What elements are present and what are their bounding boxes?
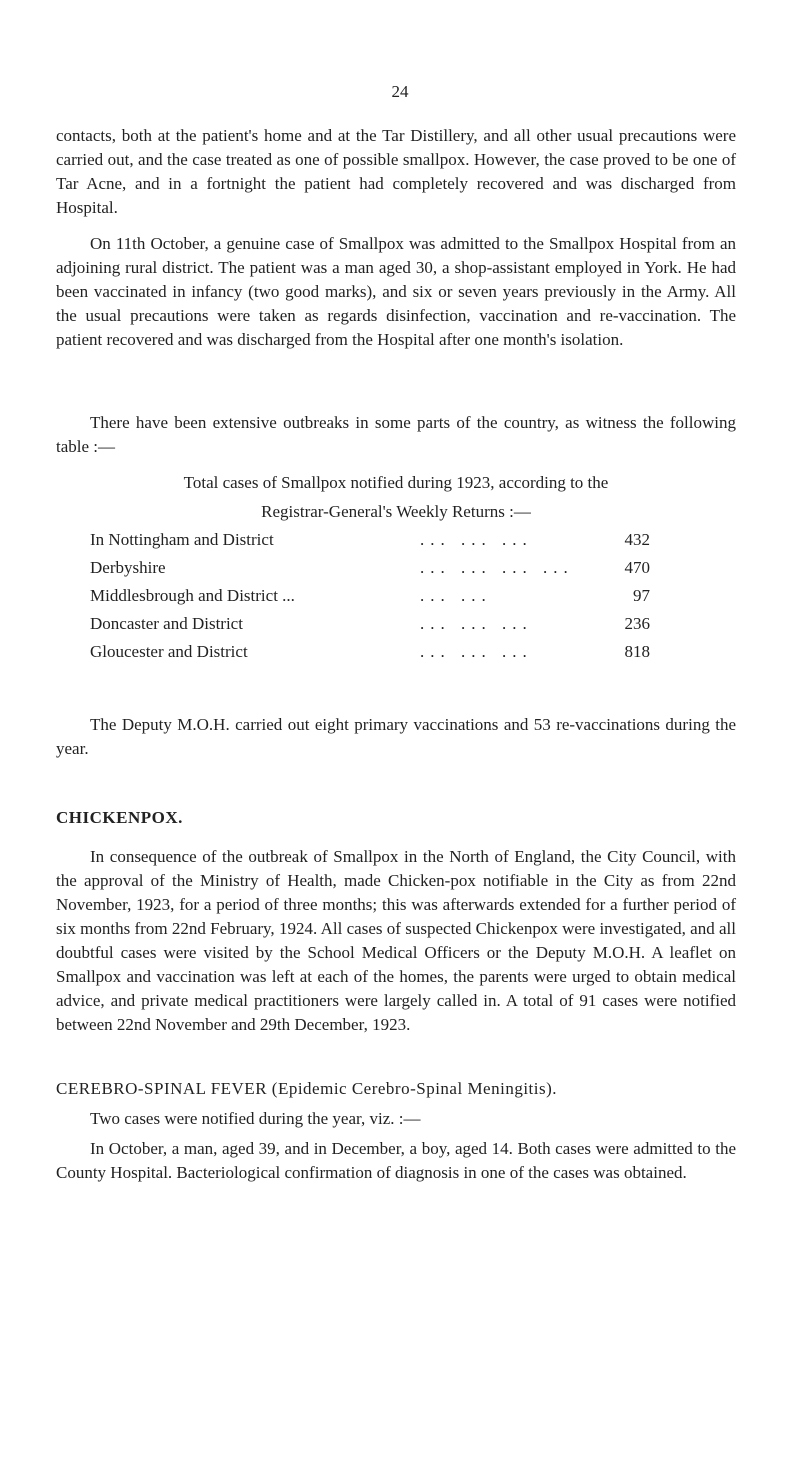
table-row	[90, 526, 650, 554]
paragraph-smallpox-case: On 11th October, a genuine case of Smallpox was admitted to the Smallpox Hospital from an adjoining rural district. The patient was a man aged 30, a shop-assistant employed in York. He had been vaccinated in infancy (two good marks), and six or seven years previously in the Army. All the usual precautions were taken as regards disinfection, vaccination and re-vaccination. The patient recovered and was discharged from the Hospital after one month's isolation.	[56, 234, 736, 349]
table-row-dots: ... ...	[420, 586, 492, 605]
smallpox-table	[90, 526, 650, 666]
table-row	[90, 610, 650, 638]
paragraph-outbreaks: There have been extensive outbreaks in some parts of the country, as witness the following table :—	[56, 413, 736, 456]
table-row-label: Middlesbrough and District ...	[90, 586, 295, 605]
table-row-value: 818	[624, 642, 650, 661]
page-number: 24	[391, 82, 409, 101]
table-row-value: 470	[624, 558, 650, 577]
paragraph-two-cases: Two cases were notified during the year, viz. :—	[90, 1109, 421, 1128]
paragraph-chickenpox: In consequence of the outbreak of Smallpox in the North of England, the City Council, with the approval of the Ministry of Health, made Chicken-pox notifiable in the City as from 22nd November, 1923, for a period of three months; this was afterwards extended for a further period of six months from 22nd February, 1924. All cases of suspected Chickenpox were investigated, and all doubtful cases were visited by the School Medical Officers or the Deputy M.O.H. A leaflet on Smallpox and vaccination was left at each of the homes, the parents were urged to obtain medical advice, and private medical practitioners were largely called in. A total of 91 cases were notified between 22nd November and 29th December, 1923.	[56, 847, 736, 1034]
paragraph-tar-acne: contacts, both at the patient's home and at the Tar Distillery, and all other usual precautions were carried out, and the case treated as one of possible smallpox. However, the case proved to be one of Tar Acne, and in a fortnight the patient had completely recovered and was discharged from Hospital.	[56, 126, 736, 217]
table-row-dots: ... ... ... ...	[420, 558, 574, 577]
table-row-dots: ... ... ...	[420, 642, 533, 661]
table-row	[90, 638, 650, 666]
heading-cerebro-spinal: CEREBRO-SPINAL FEVER (Epidemic Cerebro-Spinal Meningitis).	[56, 1079, 558, 1098]
paragraph-case-details: In October, a man, aged 39, and in December, a boy, aged 14. Both cases were admitted to the County Hospital. Bacteriological confirmation of diagnosis in one of the cases was obtained.	[56, 1139, 736, 1182]
table-row-label: Doncaster and District	[90, 614, 243, 633]
table-row-value: 236	[624, 614, 650, 633]
table-row-label: Gloucester and District	[90, 642, 248, 661]
table-row-dots: ... ... ...	[420, 614, 533, 633]
table-row-value: 97	[633, 586, 650, 605]
table-row-label: Derbyshire	[90, 558, 166, 577]
heading-chickenpox: CHICKENPOX.	[56, 808, 183, 827]
table-row-label: In Nottingham and District	[90, 530, 274, 549]
paragraph-vaccinations: The Deputy M.O.H. carried out eight primary vaccinations and 53 re-vaccinations during the year.	[56, 715, 736, 758]
table-row-dots: ... ... ...	[420, 530, 533, 549]
table-row	[90, 554, 650, 582]
table-row	[90, 582, 650, 610]
table-row-value: 432	[624, 530, 650, 549]
table-caption-line2: Registrar-General's Weekly Returns :—	[261, 502, 531, 521]
table-caption-line1: Total cases of Smallpox notified during 1923, according to the	[183, 473, 609, 492]
